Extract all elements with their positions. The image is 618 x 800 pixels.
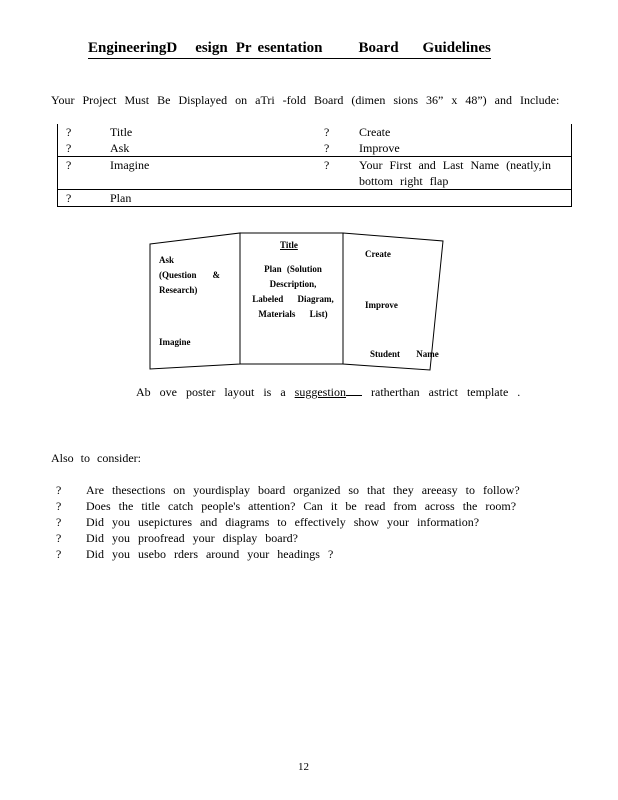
list-item: [56, 482, 520, 498]
bullet: ?: [58, 190, 111, 207]
req-right: Improve: [359, 140, 572, 157]
list-item-text: Does the title catch people's attention? Can it be read from across the room?: [86, 499, 517, 513]
req-left: Plan: [110, 190, 324, 207]
req-left: Ask: [110, 141, 130, 155]
bullet: ?: [58, 124, 111, 140]
plan-line: Plan (Solution: [264, 264, 322, 274]
bullet: ?: [324, 125, 330, 139]
list-item-text: Did you usepictures and diagrams to effectively show your information?: [86, 515, 480, 529]
plan-line: Materials List): [258, 309, 328, 319]
bullet: ?: [324, 141, 330, 155]
board-student-name-label: Student Name: [370, 349, 439, 359]
list-item-text: Did you usebo rders around your headings ?: [86, 547, 334, 561]
req-right-line2: bottom right flap: [359, 174, 449, 188]
ask-line: Research): [159, 285, 198, 295]
board-plan-label: [248, 262, 338, 322]
bullet: ?: [56, 515, 62, 529]
intro-text: Your Project Must Be Displayed on aTri -fold Board (dimen sions 36” x 48”) and Include:: [51, 93, 560, 107]
list-item: [56, 546, 520, 562]
board-ask-label: [159, 253, 220, 298]
list-item-text: Did you proofread your display board?: [86, 531, 298, 545]
caption-after: ratherthan astrict template .: [371, 385, 521, 399]
bullet: ?: [56, 483, 62, 497]
board-caption: [136, 385, 520, 400]
bullet: ?: [56, 531, 62, 545]
title-part: Board: [358, 40, 399, 56]
caption-suggestion: suggestion: [294, 385, 346, 399]
caption-before: Ab ove poster layout is a: [136, 385, 286, 399]
bullet: ?: [56, 499, 62, 513]
list-item: [56, 498, 520, 514]
req-left: Title: [110, 125, 133, 139]
title-part: EngineeringD: [88, 40, 178, 56]
title-part: Guidelines: [422, 40, 491, 56]
bullet: ?: [56, 547, 62, 561]
bullet: ?: [58, 157, 111, 190]
list-item: [56, 514, 520, 530]
title-part: Pr: [235, 40, 252, 56]
section-heading: Also to consider:: [51, 451, 141, 465]
consider-list: [56, 482, 520, 562]
list-item-text: Are thesections on yourdisplay board organized so that they areeasy to follow?: [86, 483, 520, 497]
board-create-label: Create: [365, 249, 391, 259]
board-improve-label: Improve: [365, 300, 398, 310]
page-number: 12: [298, 761, 309, 773]
plan-line: Labeled Diagram,: [252, 294, 334, 304]
ask-line: Ask: [159, 255, 175, 265]
ask-word: (Question: [159, 270, 197, 280]
title-part: esign: [195, 40, 228, 56]
bullet: ?: [324, 157, 359, 190]
title-part: esentation: [257, 40, 323, 56]
plan-line: Description,: [269, 279, 317, 289]
req-left: Imagine: [110, 157, 324, 190]
list-item: [56, 530, 520, 546]
req-right: Create: [359, 124, 572, 140]
bullet: ?: [58, 140, 111, 157]
board-title-label: Title: [280, 240, 298, 250]
ask-line: [159, 268, 220, 283]
board-imagine-label: Imagine: [159, 337, 191, 347]
ask-word: &: [212, 270, 221, 280]
req-right-line1: Your First and Last Name (neatly,in: [359, 158, 551, 172]
